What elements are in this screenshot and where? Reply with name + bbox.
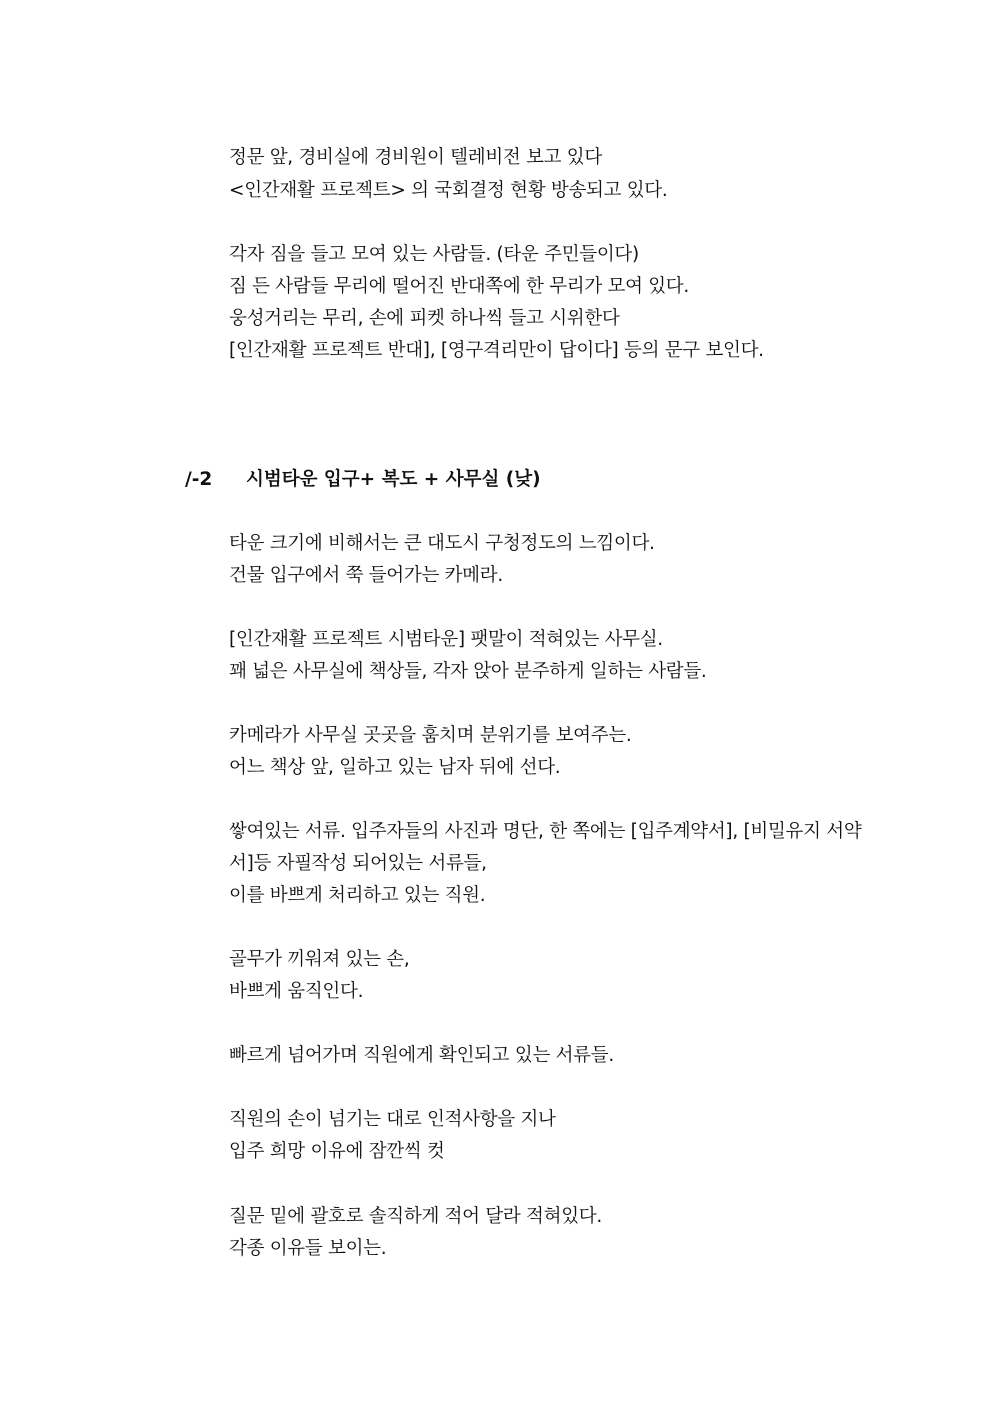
scene-title: 시범타운 입구+ 복도 + 사무실 (낮) bbox=[246, 469, 541, 490]
intro-line: <인간재활 프로젝트> 의 국회결정 현황 방송되고 있다. bbox=[229, 180, 668, 201]
body-line: 이를 바쁘게 처리하고 있는 직원. bbox=[229, 885, 486, 906]
body-line: 건물 입구에서 쭉 들어가는 카메라. bbox=[229, 565, 503, 586]
scene-number: /-2 bbox=[185, 469, 213, 490]
body-line: 빠르게 넘어가며 직원에게 확인되고 있는 서류들. bbox=[229, 1045, 614, 1066]
intro-line: 정문 앞, 경비실에 경비원이 텔레비전 보고 있다 bbox=[229, 147, 602, 168]
body-line: 골무가 끼워져 있는 손, bbox=[229, 949, 410, 970]
body-line: 카메라가 사무실 곳곳을 훔치며 분위기를 보여주는. bbox=[229, 725, 632, 746]
body-line: 입주 희망 이유에 잠깐씩 컷 bbox=[229, 1141, 445, 1162]
body-line: 꽤 넓은 사무실에 책상들, 각자 앉아 분주하게 일하는 사람들. bbox=[229, 661, 707, 682]
body-line: 어느 책상 앞, 일하고 있는 남자 뒤에 선다. bbox=[229, 757, 561, 778]
intro-line: 웅성거리는 무리, 손에 피켓 하나씩 들고 시위한다 bbox=[229, 308, 620, 329]
body-line: 서]등 자필작성 되어있는 서류들, bbox=[229, 853, 487, 874]
body-line: 질문 밑에 괄호로 솔직하게 적어 달라 적혀있다. bbox=[229, 1206, 602, 1227]
body-line: 바쁘게 움직인다. bbox=[229, 981, 364, 1002]
intro-line: 짐 든 사람들 무리에 떨어진 반대쪽에 한 무리가 모여 있다. bbox=[229, 276, 689, 297]
body-line: 직원의 손이 넘기는 대로 인적사항을 지나 bbox=[229, 1109, 556, 1130]
body-line: 각종 이유들 보이는. bbox=[229, 1238, 387, 1259]
intro-line: [인간재활 프로젝트 반대], [영구격리만이 답이다] 등의 문구 보인다. bbox=[229, 340, 764, 361]
body-line: 타운 크기에 비해서는 큰 대도시 구청정도의 느낌이다. bbox=[229, 533, 655, 554]
body-line: 쌓여있는 서류. 입주자들의 사진과 명단, 한 쪽에는 [입주계약서], [비밀유지 서약 bbox=[229, 821, 862, 842]
intro-line: 각자 짐을 들고 모여 있는 사람들. (타운 주민들이다) bbox=[229, 244, 639, 265]
body-line: [인간재활 프로젝트 시범타운] 팻말이 적혀있는 사무실. bbox=[229, 629, 663, 650]
